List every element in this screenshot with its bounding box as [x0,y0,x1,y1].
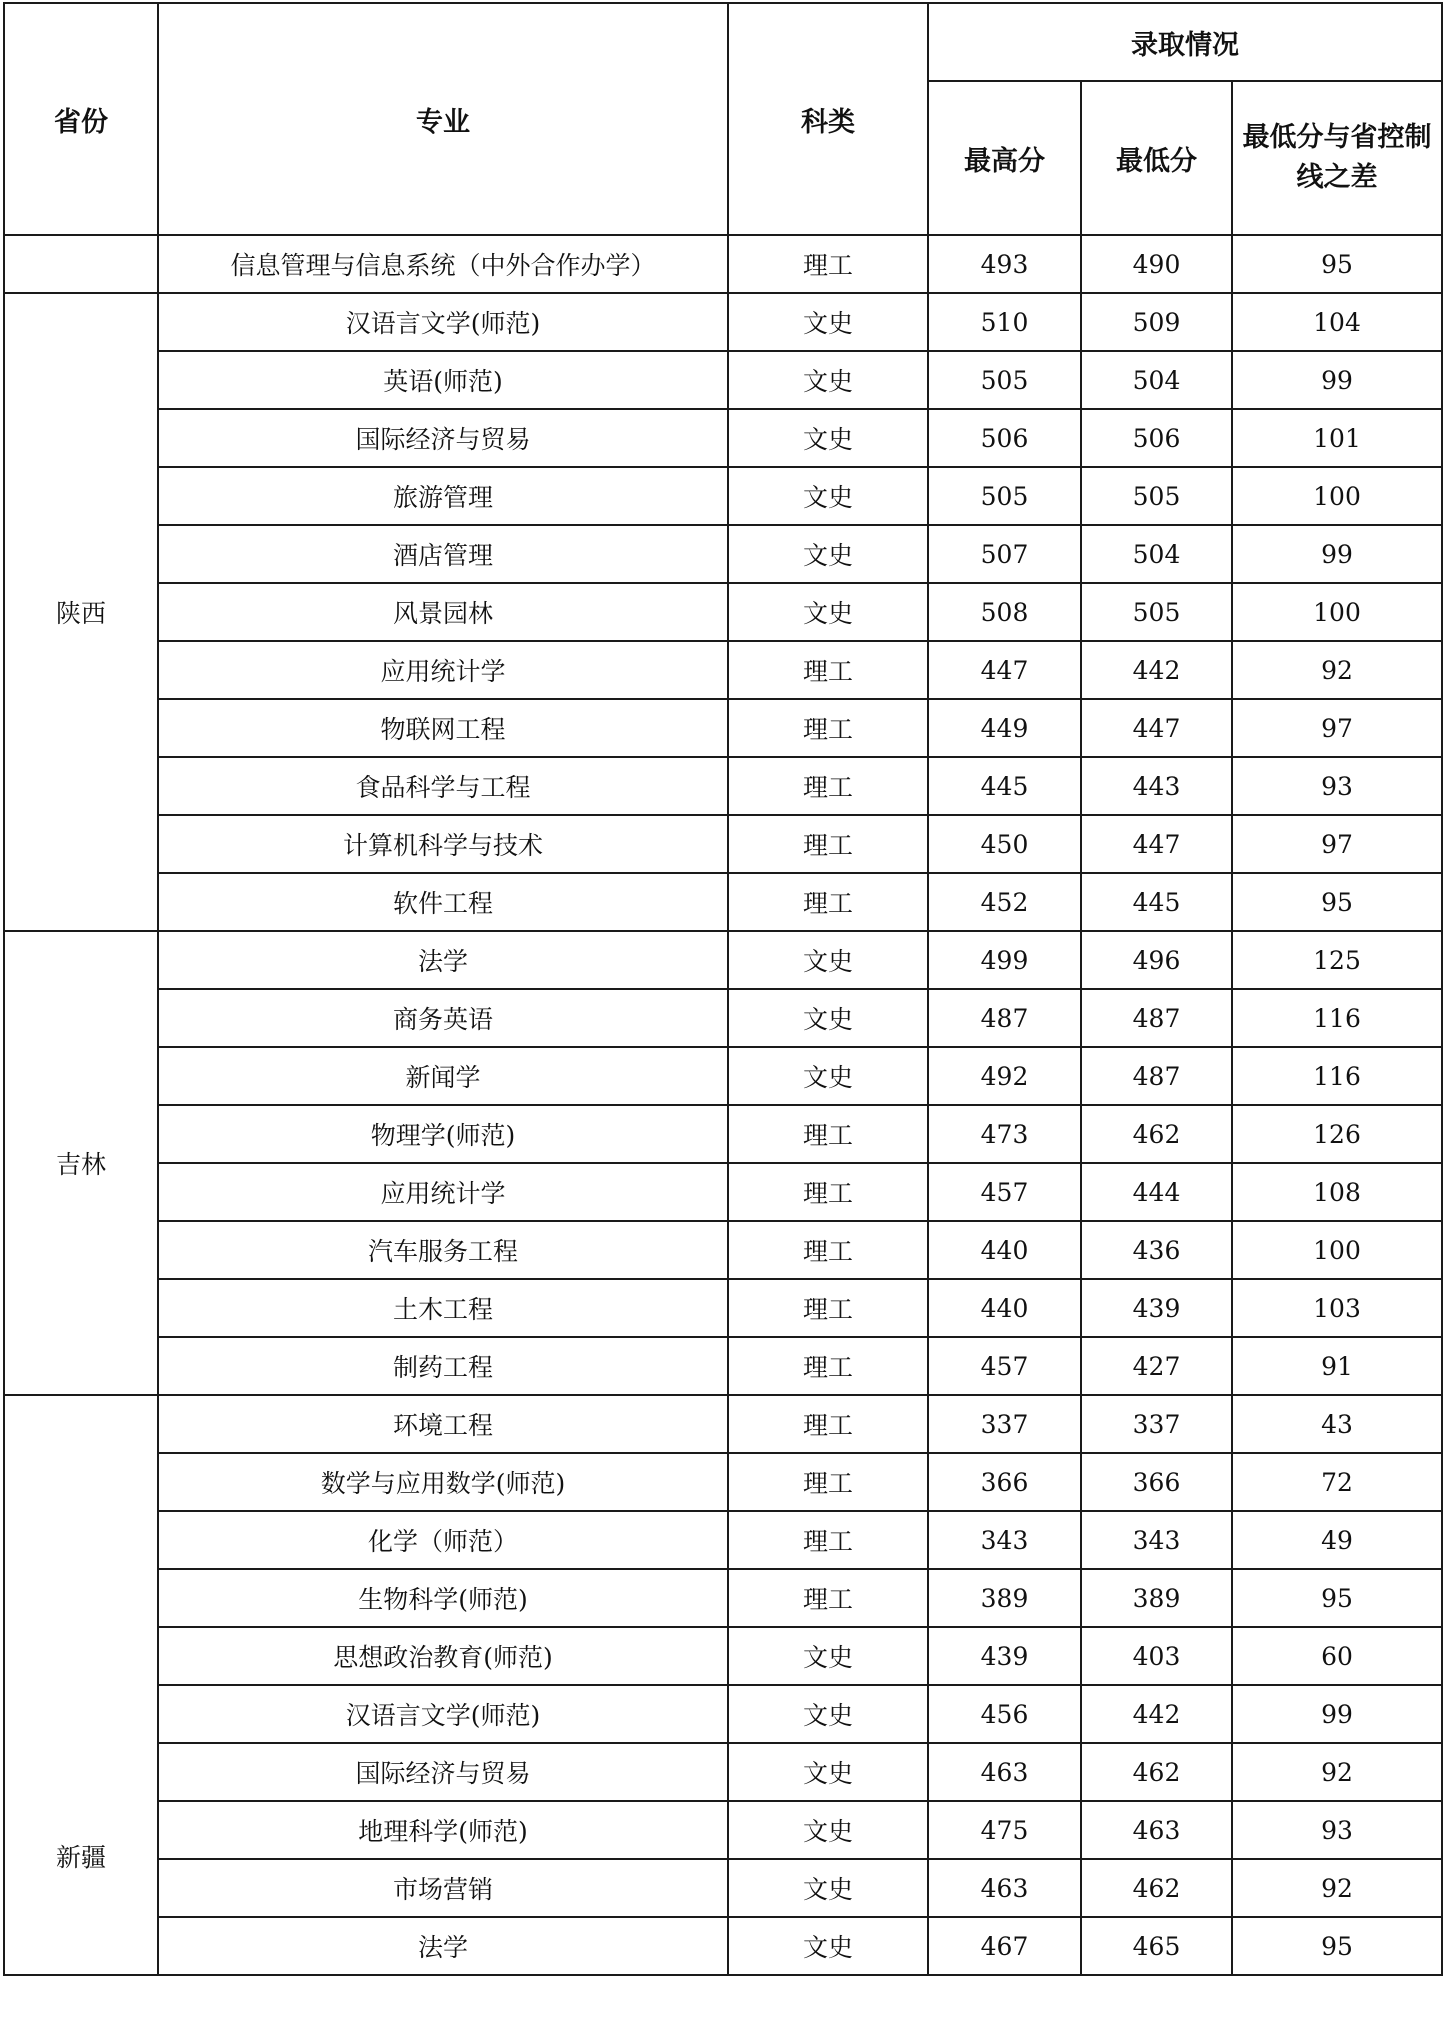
category-cell: 文史 [728,1917,928,1975]
table-row [4,1627,1442,1685]
highest-cell: 445 [928,757,1081,815]
diff-cell: 116 [1232,989,1442,1047]
lowest-cell: 462 [1081,1859,1232,1917]
highest-cell: 473 [928,1105,1081,1163]
diff-cell: 100 [1232,467,1442,525]
lowest-cell: 462 [1081,1105,1232,1163]
major-cell: 汉语言文学(师范) [158,1685,728,1743]
diff-cell: 92 [1232,1859,1442,1917]
highest-cell: 463 [928,1743,1081,1801]
diff-cell: 100 [1232,1221,1442,1279]
major-cell: 生物科学(师范) [158,1569,728,1627]
diff-cell: 95 [1232,873,1442,931]
admission-table [3,2,1443,1976]
category-cell: 文史 [728,583,928,641]
category-cell: 理工 [728,1511,928,1569]
category-cell: 文史 [728,1627,928,1685]
category-cell: 理工 [728,699,928,757]
category-cell: 文史 [728,1047,928,1105]
header-row-1 [4,3,1442,81]
highest-cell: 467 [928,1917,1081,1975]
major-cell: 风景园林 [158,583,728,641]
lowest-cell: 447 [1081,815,1232,873]
header-lowest: 最低分 [1081,81,1232,235]
lowest-cell: 496 [1081,931,1232,989]
diff-cell: 97 [1232,815,1442,873]
diff-cell: 97 [1232,699,1442,757]
diff-cell: 103 [1232,1279,1442,1337]
category-cell: 文史 [728,467,928,525]
major-cell: 软件工程 [158,873,728,931]
lowest-cell: 487 [1081,1047,1232,1105]
table-row [4,1511,1442,1569]
major-cell: 英语(师范) [158,351,728,409]
province-cell: 吉林 [4,931,158,1395]
highest-cell: 506 [928,409,1081,467]
lowest-cell: 442 [1081,1685,1232,1743]
highest-cell: 487 [928,989,1081,1047]
major-cell: 制药工程 [158,1337,728,1395]
header-province: 省份 [4,3,158,235]
major-cell: 物联网工程 [158,699,728,757]
lowest-cell: 366 [1081,1453,1232,1511]
highest-cell: 447 [928,641,1081,699]
lowest-cell: 465 [1081,1917,1232,1975]
table-row [4,873,1442,931]
lowest-cell: 462 [1081,1743,1232,1801]
major-cell: 环境工程 [158,1395,728,1453]
category-cell: 文史 [728,1801,928,1859]
major-cell: 思想政治教育(师范) [158,1627,728,1685]
lowest-cell: 505 [1081,467,1232,525]
table-row [4,467,1442,525]
major-cell: 汽车服务工程 [158,1221,728,1279]
highest-cell: 450 [928,815,1081,873]
lowest-cell: 389 [1081,1569,1232,1627]
diff-cell: 91 [1232,1337,1442,1395]
highest-cell: 337 [928,1395,1081,1453]
highest-cell: 389 [928,1569,1081,1627]
major-cell: 酒店管理 [158,525,728,583]
header-highest: 最高分 [928,81,1081,235]
major-cell: 汉语言文学(师范) [158,293,728,351]
lowest-cell: 427 [1081,1337,1232,1395]
major-cell: 法学 [158,1917,728,1975]
category-cell: 文史 [728,931,928,989]
category-cell: 文史 [728,989,928,1047]
lowest-cell: 445 [1081,873,1232,931]
table-row [4,1047,1442,1105]
diff-cell: 108 [1232,1163,1442,1221]
major-cell: 计算机科学与技术 [158,815,728,873]
highest-cell: 439 [928,1627,1081,1685]
table-row [4,1453,1442,1511]
category-cell: 理工 [728,235,928,293]
table-row [4,293,1442,351]
table-row [4,235,1442,293]
diff-cell: 93 [1232,757,1442,815]
major-cell: 土木工程 [158,1279,728,1337]
lowest-cell: 444 [1081,1163,1232,1221]
table-row [4,1337,1442,1395]
highest-cell: 508 [928,583,1081,641]
lowest-cell: 439 [1081,1279,1232,1337]
highest-cell: 456 [928,1685,1081,1743]
diff-cell: 99 [1232,525,1442,583]
category-cell: 理工 [728,641,928,699]
table-row [4,815,1442,873]
diff-cell: 101 [1232,409,1442,467]
table-row [4,1395,1442,1453]
diff-cell: 104 [1232,293,1442,351]
category-cell: 理工 [728,1163,928,1221]
table-row [4,931,1442,989]
highest-cell: 475 [928,1801,1081,1859]
province-cell: 新疆 [4,1395,158,1975]
category-cell: 理工 [728,815,928,873]
highest-cell: 366 [928,1453,1081,1511]
category-cell: 理工 [728,1279,928,1337]
lowest-cell: 343 [1081,1511,1232,1569]
lowest-cell: 505 [1081,583,1232,641]
category-cell: 文史 [728,525,928,583]
diff-cell: 93 [1232,1801,1442,1859]
highest-cell: 505 [928,351,1081,409]
category-cell: 文史 [728,1685,928,1743]
diff-cell: 125 [1232,931,1442,989]
category-cell: 理工 [728,1453,928,1511]
lowest-cell: 403 [1081,1627,1232,1685]
table-row [4,1743,1442,1801]
category-cell: 理工 [728,1569,928,1627]
highest-cell: 493 [928,235,1081,293]
category-cell: 理工 [728,1105,928,1163]
major-cell: 新闻学 [158,1047,728,1105]
table-row [4,1279,1442,1337]
major-cell: 旅游管理 [158,467,728,525]
header-category: 科类 [728,3,928,235]
major-cell: 地理科学(师范) [158,1801,728,1859]
major-cell: 食品科学与工程 [158,757,728,815]
lowest-cell: 506 [1081,409,1232,467]
diff-cell: 95 [1232,235,1442,293]
major-cell: 应用统计学 [158,641,728,699]
highest-cell: 457 [928,1337,1081,1395]
diff-cell: 92 [1232,641,1442,699]
table-row [4,757,1442,815]
highest-cell: 343 [928,1511,1081,1569]
table-row [4,351,1442,409]
highest-cell: 492 [928,1047,1081,1105]
diff-cell: 43 [1232,1395,1442,1453]
major-cell: 数学与应用数学(师范) [158,1453,728,1511]
lowest-cell: 509 [1081,293,1232,351]
header-major: 专业 [158,3,728,235]
lowest-cell: 504 [1081,525,1232,583]
table-row [4,989,1442,1047]
table-row [4,1569,1442,1627]
table-row [4,1685,1442,1743]
diff-cell: 92 [1232,1743,1442,1801]
table-row [4,1859,1442,1917]
diff-cell: 95 [1232,1569,1442,1627]
table-row [4,583,1442,641]
header-admission-group: 录取情况 [928,3,1442,81]
major-cell: 商务英语 [158,989,728,1047]
diff-cell: 116 [1232,1047,1442,1105]
lowest-cell: 487 [1081,989,1232,1047]
table-row [4,1105,1442,1163]
highest-cell: 440 [928,1221,1081,1279]
category-cell: 文史 [728,1743,928,1801]
highest-cell: 499 [928,931,1081,989]
category-cell: 理工 [728,1337,928,1395]
lowest-cell: 442 [1081,641,1232,699]
major-cell: 信息管理与信息系统（中外合作办学） [158,235,728,293]
major-cell: 物理学(师范) [158,1105,728,1163]
lowest-cell: 447 [1081,699,1232,757]
lowest-cell: 463 [1081,1801,1232,1859]
highest-cell: 505 [928,467,1081,525]
table-row [4,641,1442,699]
diff-cell: 100 [1232,583,1442,641]
lowest-cell: 337 [1081,1395,1232,1453]
diff-cell: 99 [1232,351,1442,409]
table-row [4,409,1442,467]
major-cell: 应用统计学 [158,1163,728,1221]
category-cell: 理工 [728,757,928,815]
diff-cell: 95 [1232,1917,1442,1975]
table-body [4,235,1442,1975]
lowest-cell: 443 [1081,757,1232,815]
diff-cell: 126 [1232,1105,1442,1163]
highest-cell: 507 [928,525,1081,583]
province-cell [4,235,158,293]
major-cell: 化学（师范） [158,1511,728,1569]
category-cell: 文史 [728,1859,928,1917]
lowest-cell: 436 [1081,1221,1232,1279]
header-diff: 最低分与省控制线之差 [1232,81,1442,235]
diff-cell: 99 [1232,1685,1442,1743]
category-cell: 文史 [728,351,928,409]
category-cell: 理工 [728,873,928,931]
major-cell: 市场营销 [158,1859,728,1917]
diff-cell: 60 [1232,1627,1442,1685]
major-cell: 法学 [158,931,728,989]
lowest-cell: 504 [1081,351,1232,409]
highest-cell: 440 [928,1279,1081,1337]
category-cell: 理工 [728,1221,928,1279]
province-cell: 陕西 [4,293,158,931]
table-row [4,525,1442,583]
category-cell: 文史 [728,409,928,467]
table-row [4,699,1442,757]
highest-cell: 452 [928,873,1081,931]
highest-cell: 463 [928,1859,1081,1917]
category-cell: 理工 [728,1395,928,1453]
table-row [4,1221,1442,1279]
table-row [4,1801,1442,1859]
category-cell: 文史 [728,293,928,351]
table-row [4,1917,1442,1975]
diff-cell: 72 [1232,1453,1442,1511]
major-cell: 国际经济与贸易 [158,409,728,467]
highest-cell: 449 [928,699,1081,757]
highest-cell: 457 [928,1163,1081,1221]
table-row [4,1163,1442,1221]
highest-cell: 510 [928,293,1081,351]
diff-cell: 49 [1232,1511,1442,1569]
major-cell: 国际经济与贸易 [158,1743,728,1801]
lowest-cell: 490 [1081,235,1232,293]
